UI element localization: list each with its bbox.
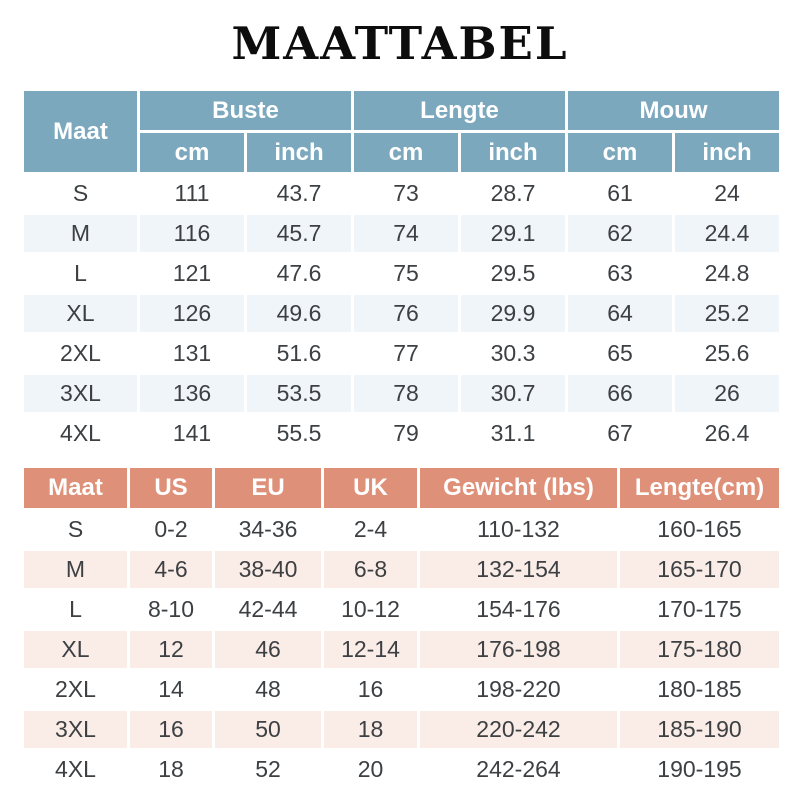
group-header-mouw: Mouw <box>567 90 781 132</box>
cell-size-label: L <box>23 590 129 630</box>
cell-value: 8-10 <box>129 590 214 630</box>
cell-value: 65 <box>567 334 674 374</box>
cell-value: 131 <box>139 334 246 374</box>
cell-value: 28.7 <box>460 174 567 214</box>
cell-size-label: 2XL <box>23 670 129 710</box>
table-row <box>23 374 781 414</box>
cell-value: 12-14 <box>323 630 419 670</box>
cell-size-label: 3XL <box>23 710 129 750</box>
table-row <box>23 710 781 750</box>
cell-value: 185-190 <box>619 710 781 750</box>
cell-value: 74 <box>353 214 460 254</box>
header-eu: EU <box>214 467 323 510</box>
cell-size-label: 4XL <box>23 750 129 790</box>
unit-header-mouw-cm: cm <box>567 132 674 174</box>
cell-value: 52 <box>214 750 323 790</box>
cell-value: 242-264 <box>419 750 619 790</box>
cell-value: 12 <box>129 630 214 670</box>
cell-value: 111 <box>139 174 246 214</box>
cell-size-label: L <box>23 254 139 294</box>
table-row <box>23 414 781 454</box>
cell-value: 73 <box>353 174 460 214</box>
cell-value: 6-8 <box>323 550 419 590</box>
cell-value: 24.8 <box>674 254 781 294</box>
cell-value: 34-36 <box>214 510 323 550</box>
table-row <box>23 670 781 710</box>
table-row <box>23 254 781 294</box>
cell-value: 61 <box>567 174 674 214</box>
cell-size-label: 2XL <box>23 334 139 374</box>
table-row <box>23 174 781 214</box>
cell-value: 190-195 <box>619 750 781 790</box>
cell-value: 170-175 <box>619 590 781 630</box>
cell-value: 20 <box>323 750 419 790</box>
cell-value: 29.1 <box>460 214 567 254</box>
cell-value: 132-154 <box>419 550 619 590</box>
cell-value: 16 <box>323 670 419 710</box>
cell-value: 0-2 <box>129 510 214 550</box>
header-lengte: Lengte(cm) <box>619 467 781 510</box>
cell-value: 14 <box>129 670 214 710</box>
cell-value: 24.4 <box>674 214 781 254</box>
cell-value: 31.1 <box>460 414 567 454</box>
cell-value: 2-4 <box>323 510 419 550</box>
header-us: US <box>129 467 214 510</box>
cell-size-label: S <box>23 510 129 550</box>
cell-size-label: XL <box>23 630 129 670</box>
unit-header-lengte-inch: inch <box>460 132 567 174</box>
group-header-lengte: Lengte <box>353 90 567 132</box>
cell-value: 29.9 <box>460 294 567 334</box>
cell-value: 180-185 <box>619 670 781 710</box>
cell-value: 136 <box>139 374 246 414</box>
cell-value: 110-132 <box>419 510 619 550</box>
cell-value: 10-12 <box>323 590 419 630</box>
cell-value: 25.6 <box>674 334 781 374</box>
cell-value: 154-176 <box>419 590 619 630</box>
cell-value: 198-220 <box>419 670 619 710</box>
group-header-buste: Buste <box>139 90 353 132</box>
cell-value: 50 <box>214 710 323 750</box>
table-row <box>23 294 781 334</box>
unit-header-buste-cm: cm <box>139 132 246 174</box>
table-row <box>23 630 781 670</box>
cell-value: 4-6 <box>129 550 214 590</box>
cell-value: 30.7 <box>460 374 567 414</box>
measurements-group-header-row <box>23 90 781 132</box>
cell-value: 49.6 <box>246 294 353 334</box>
cell-value: 67 <box>567 414 674 454</box>
cell-value: 30.3 <box>460 334 567 374</box>
cell-value: 18 <box>323 710 419 750</box>
table-row <box>23 590 781 630</box>
cell-value: 51.6 <box>246 334 353 374</box>
cell-size-label: 3XL <box>23 374 139 414</box>
cell-value: 38-40 <box>214 550 323 590</box>
cell-size-label: M <box>23 550 129 590</box>
header-maat: Maat <box>23 467 129 510</box>
unit-header-lengte-cm: cm <box>353 132 460 174</box>
corner-header-maat: Maat <box>23 90 139 174</box>
cell-value: 126 <box>139 294 246 334</box>
page-title: MAATTABEL <box>231 17 569 70</box>
cell-value: 24 <box>674 174 781 214</box>
cell-value: 26.4 <box>674 414 781 454</box>
cell-value: 47.6 <box>246 254 353 294</box>
table-row <box>23 334 781 374</box>
cell-size-label: XL <box>23 294 139 334</box>
cell-value: 63 <box>567 254 674 294</box>
cell-value: 45.7 <box>246 214 353 254</box>
unit-header-buste-inch: inch <box>246 132 353 174</box>
cell-value: 79 <box>353 414 460 454</box>
cell-value: 75 <box>353 254 460 294</box>
cell-value: 18 <box>129 750 214 790</box>
cell-value: 62 <box>567 214 674 254</box>
cell-value: 121 <box>139 254 246 294</box>
header-gewicht: Gewicht (lbs) <box>419 467 619 510</box>
cell-value: 46 <box>214 630 323 670</box>
cell-value: 76 <box>353 294 460 334</box>
cell-value: 43.7 <box>246 174 353 214</box>
cell-value: 66 <box>567 374 674 414</box>
table-row <box>23 750 781 790</box>
table-row <box>23 510 781 550</box>
table-row <box>23 550 781 590</box>
cell-size-label: 4XL <box>23 414 139 454</box>
conversion-table <box>21 465 782 791</box>
cell-value: 64 <box>567 294 674 334</box>
cell-value: 220-242 <box>419 710 619 750</box>
cell-size-label: S <box>23 174 139 214</box>
cell-value: 77 <box>353 334 460 374</box>
measurements-table <box>21 88 782 455</box>
conversion-header-row <box>23 467 781 510</box>
unit-header-mouw-inch: inch <box>674 132 781 174</box>
cell-value: 16 <box>129 710 214 750</box>
cell-value: 29.5 <box>460 254 567 294</box>
cell-value: 42-44 <box>214 590 323 630</box>
cell-value: 48 <box>214 670 323 710</box>
cell-value: 116 <box>139 214 246 254</box>
cell-value: 55.5 <box>246 414 353 454</box>
cell-value: 26 <box>674 374 781 414</box>
cell-value: 141 <box>139 414 246 454</box>
cell-value: 160-165 <box>619 510 781 550</box>
cell-value: 53.5 <box>246 374 353 414</box>
cell-value: 25.2 <box>674 294 781 334</box>
cell-value: 175-180 <box>619 630 781 670</box>
cell-value: 176-198 <box>419 630 619 670</box>
header-uk: UK <box>323 467 419 510</box>
cell-size-label: M <box>23 214 139 254</box>
cell-value: 165-170 <box>619 550 781 590</box>
table-row <box>23 214 781 254</box>
cell-value: 78 <box>353 374 460 414</box>
